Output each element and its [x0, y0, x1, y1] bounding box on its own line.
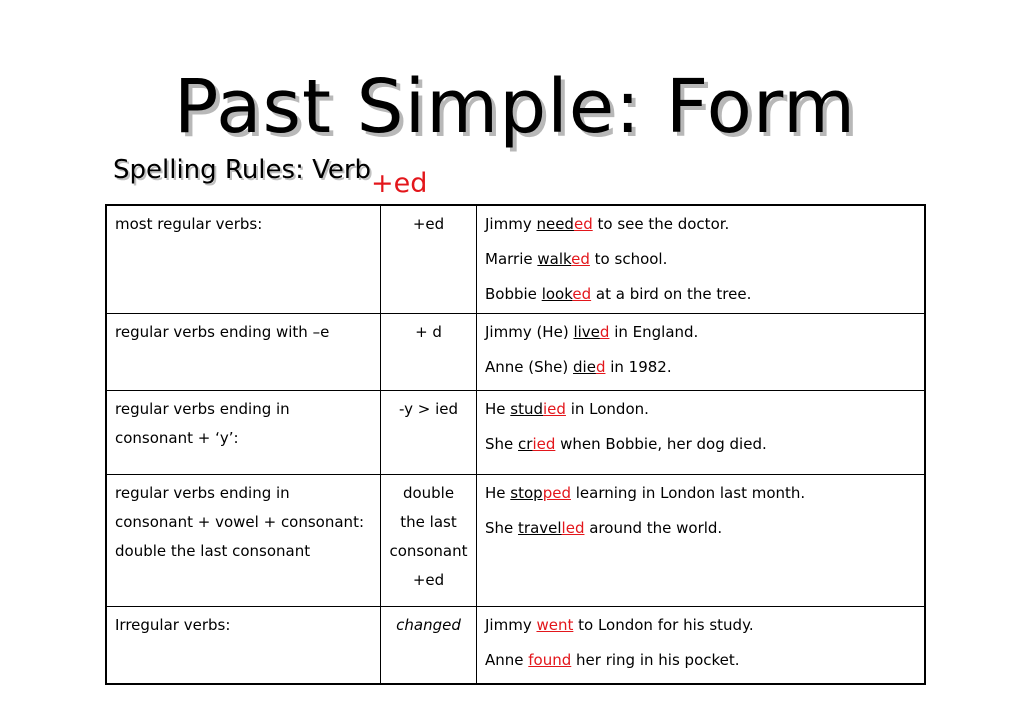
rule-description [106, 390, 381, 474]
verb-ending: ied [543, 399, 566, 418]
sentence-text: around the world. [584, 518, 723, 537]
rule-description-line: consonant + vowel + consonant: [115, 512, 365, 531]
rule-form [381, 390, 477, 474]
verb-stem: need [536, 215, 574, 233]
rule-row [106, 205, 925, 313]
verb-ending: d [595, 357, 606, 376]
sentence-text: Bobbie [485, 285, 542, 303]
sentence-text: in London. [565, 399, 649, 418]
rule-form-line: +ed [412, 570, 445, 589]
verb-ending: found [528, 650, 572, 669]
rule-form-line: the last [400, 512, 457, 531]
sentence-text: Jimmy [485, 615, 537, 634]
sentence-text: Marrie [485, 250, 538, 268]
sentence-text: She [485, 518, 519, 537]
rule-description [106, 606, 381, 684]
verb-ending: ed [571, 250, 590, 268]
rule-description [106, 313, 381, 390]
verb-stem: walk [537, 250, 572, 268]
sentence-text: She [485, 434, 519, 453]
sentence-text: to school. [589, 250, 668, 268]
example-sentence [485, 318, 916, 347]
rule-row [106, 474, 925, 606]
rule-description-line: Irregular verbs: [115, 615, 231, 634]
spelling-rules-table [105, 204, 926, 685]
rule-description-line: regular verbs ending in [115, 399, 290, 418]
rule-form [381, 474, 477, 606]
sentence-text: He [485, 399, 511, 418]
sentence-text: to see the doctor. [592, 215, 730, 233]
example-sentence [485, 245, 916, 274]
rule-examples [477, 313, 926, 390]
verb-stem: die [573, 357, 596, 376]
verb-ending: d [599, 322, 610, 341]
sentence-text: He [485, 483, 511, 502]
rule-form [381, 606, 477, 684]
rule-form-line: changed [396, 615, 461, 634]
sentence-text: when Bobbie, her dog died. [555, 434, 767, 453]
rule-form-line: + d [415, 322, 442, 341]
example-sentence [485, 646, 916, 675]
rule-description-line: regular verbs ending in [115, 483, 290, 502]
sentence-text: at a bird on the tree. [591, 285, 752, 303]
rule-description [106, 474, 381, 606]
spelling-rules-body [106, 205, 925, 684]
rule-row [106, 313, 925, 390]
verb-stem: cr [518, 434, 533, 453]
rule-examples [477, 474, 926, 606]
rule-form [381, 205, 477, 313]
rule-examples [477, 390, 926, 474]
rule-form [381, 313, 477, 390]
subtitle [113, 152, 428, 199]
rule-description-line: regular verbs ending with –e [115, 322, 330, 341]
example-sentence [485, 280, 916, 309]
verb-stem: stop [510, 483, 543, 502]
verb-ending: led [561, 518, 585, 537]
sentence-text: Anne (She) [485, 357, 574, 376]
sentence-text: to London for his study. [573, 615, 754, 634]
example-sentence [485, 430, 916, 459]
sentence-text: Jimmy [485, 215, 537, 233]
page-title: Past Simple: Form [173, 64, 857, 150]
example-sentence [485, 395, 916, 424]
rule-form-line: +ed [412, 215, 445, 233]
rule-form-line: consonant [389, 541, 468, 560]
verb-stem: look [541, 285, 573, 303]
rule-description-line: most regular verbs: [115, 215, 263, 233]
rule-row [106, 390, 925, 474]
example-sentence [485, 514, 916, 543]
rule-description-line: double the last consonant [115, 541, 311, 560]
rule-description-line: consonant + ‘y’: [115, 428, 239, 447]
example-sentence [485, 611, 916, 640]
rule-row [106, 606, 925, 684]
sentence-text: Jimmy (He) [485, 322, 574, 341]
verb-ending: ied [532, 434, 556, 453]
verb-ending: ed [573, 215, 593, 233]
example-sentence [485, 210, 916, 239]
rule-examples [477, 606, 926, 684]
verb-ending: ped [542, 483, 571, 502]
sentence-text: in England. [609, 322, 699, 341]
subtitle-suffix: +ed [371, 168, 428, 199]
verb-stem: travel [518, 518, 562, 537]
verb-stem: live [573, 322, 600, 341]
verb-ending: ed [572, 285, 592, 303]
subtitle-main: Spelling Rules: Verb [113, 155, 372, 185]
sentence-text: learning in London last month. [570, 483, 806, 502]
sentence-text: in 1982. [605, 357, 672, 376]
rule-examples [477, 205, 926, 313]
sentence-text: Anne [485, 650, 529, 669]
verb-stem: stud [510, 399, 544, 418]
rule-form-line: -y > ied [398, 399, 459, 418]
verb-ending: went [536, 615, 574, 634]
sentence-text: her ring in his pocket. [571, 650, 740, 669]
rule-form-line: double [402, 483, 455, 502]
example-sentence [485, 353, 916, 382]
example-sentence [485, 479, 916, 508]
rule-description [106, 205, 381, 313]
